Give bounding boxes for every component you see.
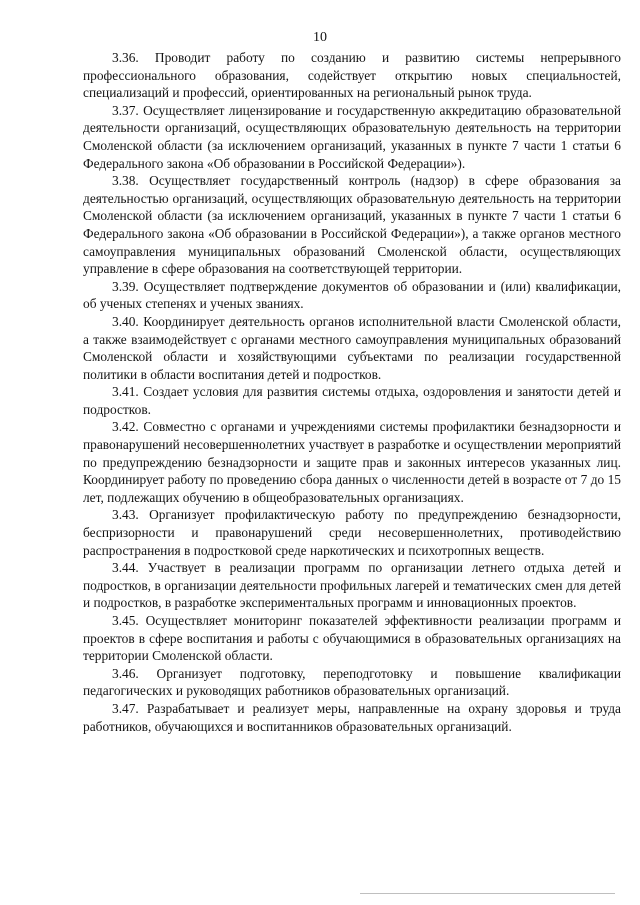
paragraph-3-47: 3.47. Разрабатывает и реализует меры, направленные на охрану здоровья и труда работников, обучающихся и воспитанников образовательных организаций.	[83, 700, 621, 734]
paragraph-3-39: 3.39. Осуществляет подтверждение документов об образовании и (или) квалификации, об ученых степенях и ученых званиях.	[83, 278, 621, 312]
paragraph-3-42: 3.42. Совместно с органами и учреждениями системы профилактики безнадзорности и правонарушений несовершеннолетних участвует в разработке и осуществлении мероприятий по предупреждению безнадзорности и защите прав и законных интересов указанных лиц. Координирует работу по проведению сбора данных о численности детей в возрасте от 7 до 15 лет, подлежащих обучению в общеобразовательных организациях.	[83, 419, 621, 505]
paragraph-3-36: 3.36. Проводит работу по созданию и развитию системы непрерывного профессионального образования, содействует открытию новых специальностей, специализаций и профессий, ориентированных на региональный рынок труда.	[83, 50, 621, 101]
paragraph-3-38: 3.38. Осуществляет государственный контроль (надзор) в сфере образования за деятельностью организаций, осуществляющих образовательную деятельность на территории Смоленской области (за исключением организаций, указанных в пункте 7 части 1 статьи 6 Федерального закона «Об образовании в Российской Федерации»), а также органов местного самоуправления муниципальных образований Смоленской области, осуществляющих управление в сфере образования на соответствующей территории.	[83, 173, 621, 277]
paragraph-3-41: 3.41. Создает условия для развития системы отдыха, оздоровления и занятости детей и подростков.	[83, 384, 621, 417]
page-number: 10	[313, 30, 327, 45]
paragraph-3-44: 3.44. Участвует в реализации программ по организации летнего отдыха детей и подростков, в организации деятельности профильных лагерей и тематических смен для детей и подростков, в разработке экспериментальных программ и инновационных проектов.	[83, 560, 621, 611]
paragraph-3-40: 3.40. Координирует деятельность органов исполнительной власти Смоленской области, а также взаимодействует с органами местного самоуправления муниципальных образований Смоленской области и хозяйствующими субъектами по реализации государственной политики в области воспитания детей и подростков.	[83, 313, 621, 382]
footer-divider	[360, 893, 615, 894]
paragraph-3-37: 3.37. Осуществляет лицензирование и государственную аккредитацию образовательной деятельности организаций, осуществляющих образовательную деятельность на территории Смоленской области (за исключением организаций, указанных в пункте 7 части 1 статьи 6 Федерального закона «Об образовании в Российской Федерации»).	[83, 102, 621, 171]
document-body	[83, 49, 621, 735]
paragraph-3-43: 3.43. Организует профилактическую работу по предупреждению безнадзорности, беспризорности и правонарушений среди несовершеннолетних, противодействию распространения в подростковой среде наркотических и психотропных веществ.	[83, 507, 621, 558]
paragraph-3-45: 3.45. Осуществляет мониторинг показателей эффективности реализации программ и проектов в сфере воспитания и работы с обучающимися в образовательных организациях на территории Смоленской области.	[83, 613, 621, 664]
paragraph-3-46: 3.46. Организует подготовку, переподготовку и повышение квалификации педагогических и руководящих работников образовательных организаций.	[83, 665, 621, 699]
